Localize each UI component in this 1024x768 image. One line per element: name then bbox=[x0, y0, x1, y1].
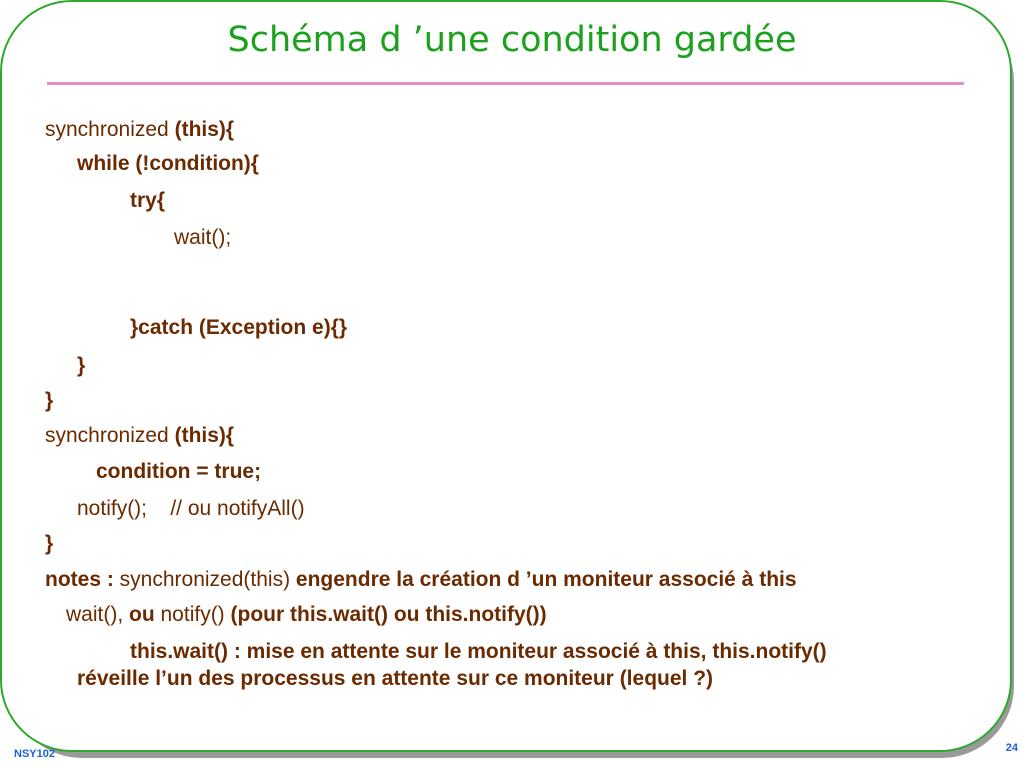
code-keyword: synchronized bbox=[45, 118, 175, 141]
code-line-10: notify(); // ou notifyAll() bbox=[77, 497, 305, 520]
note-code: wait(), bbox=[66, 603, 129, 626]
note-text: engendre la création d ’un moniteur associé à this bbox=[295, 568, 797, 591]
slide-title: Schéma d ’une condition gardée bbox=[227, 20, 797, 60]
note-text: ou bbox=[129, 603, 161, 626]
code-line-4: wait(); bbox=[174, 226, 232, 249]
note-line-3: this.wait() : mise en attente sur le moniteur associé à this, this.notify() bbox=[130, 640, 827, 663]
notes-label: notes : bbox=[45, 568, 120, 591]
code-line-2: while (!condition){ bbox=[77, 152, 259, 175]
code-line-1 bbox=[45, 116, 234, 144]
code-bold: (this){ bbox=[174, 424, 235, 447]
note-code: notify() bbox=[160, 603, 231, 626]
code-bold: (this){ bbox=[174, 118, 235, 141]
note-line-1 bbox=[45, 566, 797, 594]
note-line-4: réveille l’un des processus en attente sur ce moniteur (lequel ?) bbox=[77, 667, 714, 690]
note-line-2 bbox=[66, 601, 547, 629]
code-line-7: } bbox=[45, 389, 54, 412]
code-line-9: condition = true; bbox=[96, 460, 262, 483]
footer-course-code: NSY102 bbox=[14, 748, 55, 760]
code-line-8 bbox=[45, 422, 234, 450]
title-divider bbox=[47, 82, 964, 85]
page-number: 24 bbox=[1005, 742, 1018, 754]
code-line-5: }catch (Exception e){} bbox=[130, 316, 348, 339]
code-line-3: try{ bbox=[130, 189, 166, 212]
code-line-6: } bbox=[77, 354, 86, 377]
note-text: (pour this.wait() ou this.notify()) bbox=[230, 603, 547, 626]
code-keyword: synchronized bbox=[45, 424, 175, 447]
code-line-11: } bbox=[45, 532, 54, 555]
note-code: synchronized(this) bbox=[119, 568, 296, 591]
